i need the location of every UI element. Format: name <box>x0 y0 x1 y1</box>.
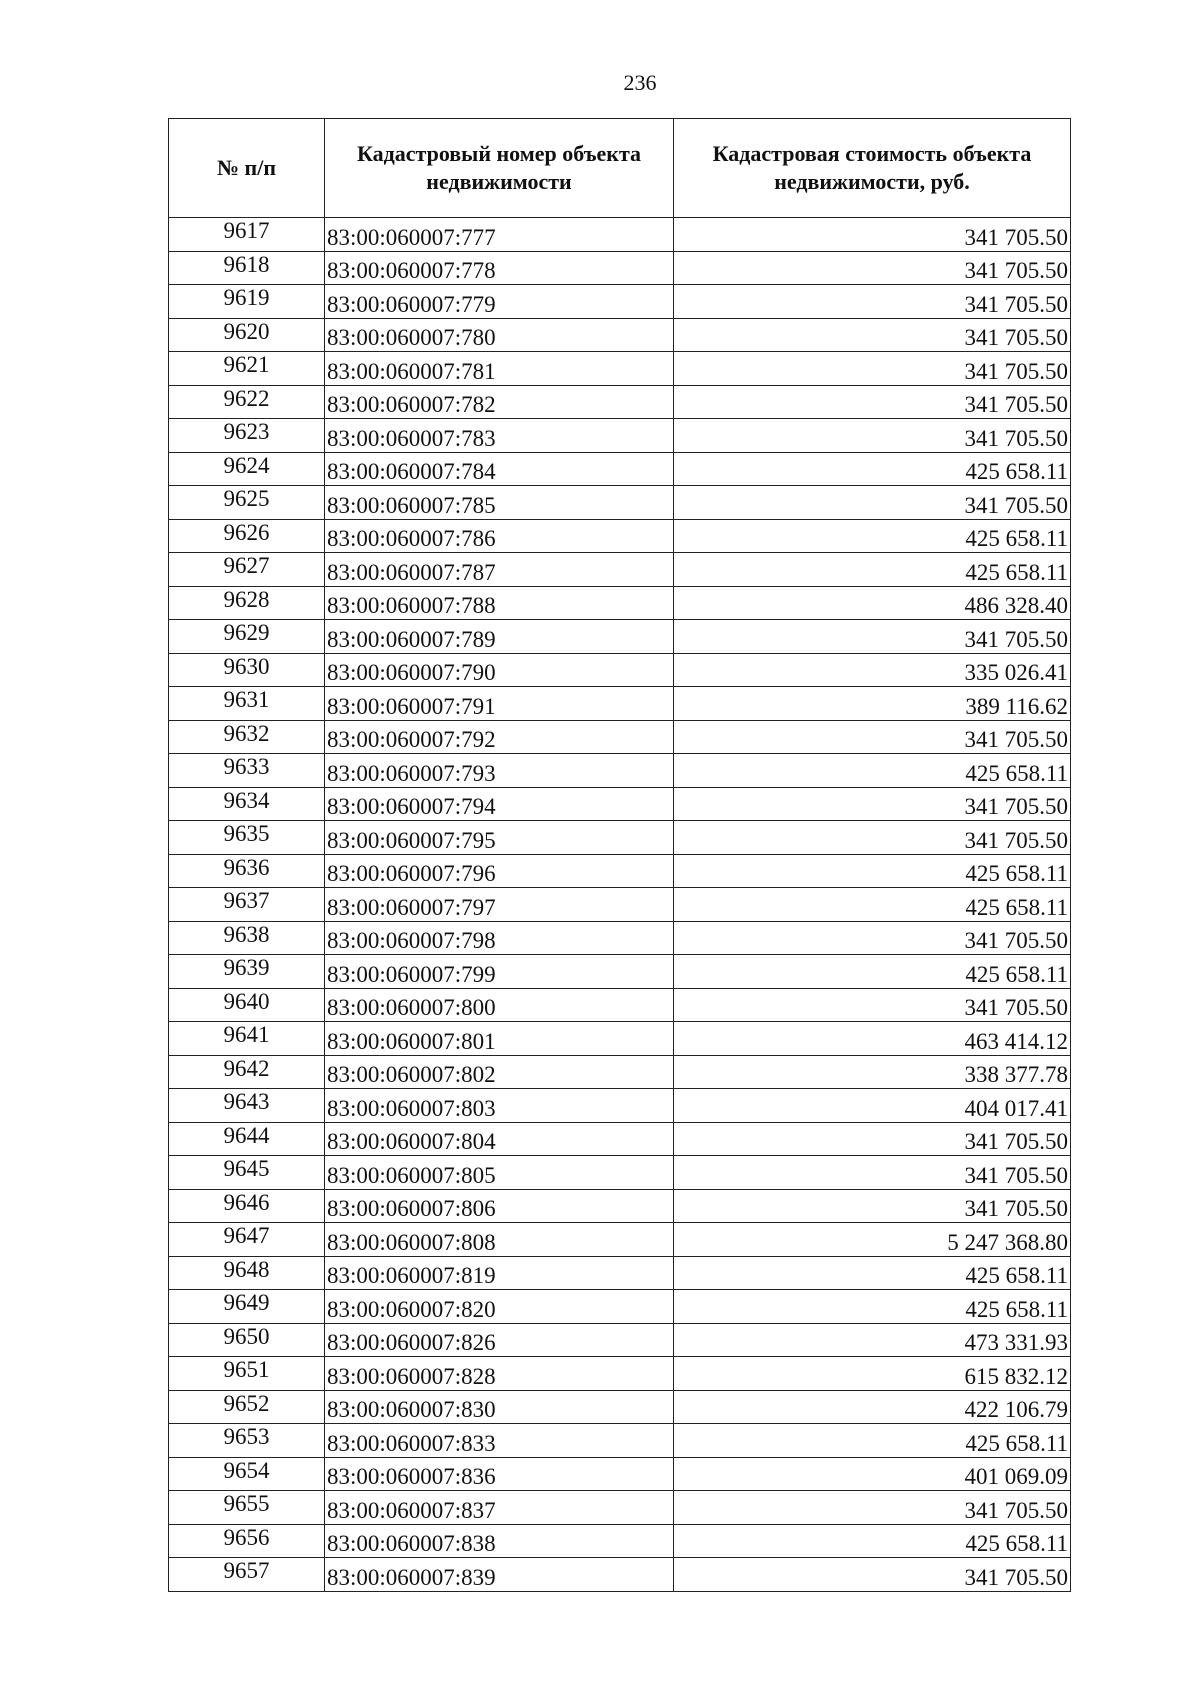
table-row <box>169 486 1071 520</box>
page-number: 236 <box>623 70 657 95</box>
cadastral-value-cell: 341 705.50 <box>674 318 1071 352</box>
cadastral-value-cell: 404 017.41 <box>674 1089 1071 1123</box>
table-row <box>169 1290 1071 1324</box>
cadastral-number-cell: 83:00:060007:804 <box>325 1122 674 1156</box>
cadastral-number-cell: 83:00:060007:792 <box>325 720 674 754</box>
table-row <box>169 1189 1071 1223</box>
cadastral-value-cell: 341 705.50 <box>674 218 1071 252</box>
table-row <box>169 285 1071 319</box>
cadastral-value-cell: 425 658.11 <box>674 452 1071 486</box>
table-row <box>169 1223 1071 1257</box>
cadastral-number-cell: 83:00:060007:828 <box>325 1357 674 1391</box>
table-row <box>169 519 1071 553</box>
cadastral-number-cell: 83:00:060007:803 <box>325 1089 674 1123</box>
cadastral-value-cell: 341 705.50 <box>674 620 1071 654</box>
cadastral-value-cell: 341 705.50 <box>674 352 1071 386</box>
cadastral-number-cell: 83:00:060007:782 <box>325 385 674 419</box>
cadastral-number-cell: 83:00:060007:781 <box>325 352 674 386</box>
row-number-cell: 9653 <box>169 1424 325 1458</box>
cadastral-value-cell: 463 414.12 <box>674 1022 1071 1056</box>
table-row <box>169 787 1071 821</box>
table-row <box>169 620 1071 654</box>
cadastral-value-cell: 341 705.50 <box>674 486 1071 520</box>
row-number-cell: 9646 <box>169 1189 325 1223</box>
cadastral-value-cell: 341 705.50 <box>674 251 1071 285</box>
cadastral-value-cell: 341 705.50 <box>674 1122 1071 1156</box>
cadastral-number-cell: 83:00:060007:808 <box>325 1223 674 1257</box>
row-number-cell: 9655 <box>169 1491 325 1525</box>
row-number-cell: 9629 <box>169 620 325 654</box>
row-number-cell: 9617 <box>169 218 325 252</box>
cadastral-value-cell: 341 705.50 <box>674 1558 1071 1592</box>
cadastral-number-cell: 83:00:060007:786 <box>325 519 674 553</box>
table-row <box>169 754 1071 788</box>
table-row <box>169 1524 1071 1558</box>
row-number-cell: 9647 <box>169 1223 325 1257</box>
table-row <box>169 1156 1071 1190</box>
row-number-cell: 9627 <box>169 553 325 587</box>
table-row <box>169 1357 1071 1391</box>
cadastral-value-cell: 425 658.11 <box>674 955 1071 989</box>
cadastral-number-cell: 83:00:060007:777 <box>325 218 674 252</box>
cadastral-value-cell: 341 705.50 <box>674 385 1071 419</box>
row-number-cell: 9635 <box>169 821 325 855</box>
cadastral-value-cell: 341 705.50 <box>674 419 1071 453</box>
cadastral-value-cell: 338 377.78 <box>674 1055 1071 1089</box>
table-row <box>169 921 1071 955</box>
row-number-cell: 9643 <box>169 1089 325 1123</box>
row-number-cell: 9654 <box>169 1457 325 1491</box>
cadastral-value-cell: 341 705.50 <box>674 988 1071 1022</box>
table-row <box>169 1390 1071 1424</box>
cadastral-number-cell: 83:00:060007:789 <box>325 620 674 654</box>
row-number-cell: 9622 <box>169 385 325 419</box>
table-header-row <box>169 119 1071 218</box>
table-row <box>169 888 1071 922</box>
table-row <box>169 419 1071 453</box>
cadastral-value-cell: 341 705.50 <box>674 921 1071 955</box>
cadastral-value-cell: 425 658.11 <box>674 1256 1071 1290</box>
row-number-cell: 9626 <box>169 519 325 553</box>
cadastral-number-cell: 83:00:060007:838 <box>325 1524 674 1558</box>
header-cadastral-value: Кадастровая стоимость объекта недвижимости, руб. <box>674 119 1071 218</box>
row-number-cell: 9650 <box>169 1323 325 1357</box>
row-number-cell: 9630 <box>169 653 325 687</box>
cadastral-number-cell: 83:00:060007:839 <box>325 1558 674 1592</box>
cadastral-number-cell: 83:00:060007:797 <box>325 888 674 922</box>
row-number-cell: 9652 <box>169 1390 325 1424</box>
row-number-cell: 9637 <box>169 888 325 922</box>
row-number-cell: 9634 <box>169 787 325 821</box>
cadastral-number-cell: 83:00:060007:798 <box>325 921 674 955</box>
row-number-cell: 9619 <box>169 285 325 319</box>
cadastral-value-cell: 425 658.11 <box>674 888 1071 922</box>
row-number-cell: 9621 <box>169 352 325 386</box>
cadastral-number-cell: 83:00:060007:799 <box>325 955 674 989</box>
cadastral-number-cell: 83:00:060007:796 <box>325 854 674 888</box>
cadastral-number-cell: 83:00:060007:820 <box>325 1290 674 1324</box>
cadastral-value-cell: 401 069.09 <box>674 1457 1071 1491</box>
cadastral-value-cell: 425 658.11 <box>674 1424 1071 1458</box>
table-row <box>169 1122 1071 1156</box>
cadastral-number-cell: 83:00:060007:783 <box>325 419 674 453</box>
table-row <box>169 352 1071 386</box>
table-row <box>169 1457 1071 1491</box>
cadastral-value-cell: 341 705.50 <box>674 285 1071 319</box>
cadastral-value-cell: 341 705.50 <box>674 821 1071 855</box>
table-row <box>169 854 1071 888</box>
cadastral-value-cell: 341 705.50 <box>674 720 1071 754</box>
cadastral-number-cell: 83:00:060007:784 <box>325 452 674 486</box>
row-number-cell: 9648 <box>169 1256 325 1290</box>
cadastral-number-cell: 83:00:060007:779 <box>325 285 674 319</box>
cadastral-number-cell: 83:00:060007:780 <box>325 318 674 352</box>
table-row <box>169 318 1071 352</box>
row-number-cell: 9633 <box>169 754 325 788</box>
row-number-cell: 9641 <box>169 1022 325 1056</box>
row-number-cell: 9644 <box>169 1122 325 1156</box>
row-number-cell: 9620 <box>169 318 325 352</box>
cadastral-value-cell: 473 331.93 <box>674 1323 1071 1357</box>
row-number-cell: 9631 <box>169 687 325 721</box>
table-row <box>169 586 1071 620</box>
cadastral-value-cell: 341 705.50 <box>674 1156 1071 1190</box>
cadastral-number-cell: 83:00:060007:806 <box>325 1189 674 1223</box>
cadastral-number-cell: 83:00:060007:833 <box>325 1424 674 1458</box>
row-number-cell: 9628 <box>169 586 325 620</box>
header-cadastral-number: Кадастровый номер объекта недвижимости <box>325 119 674 218</box>
cadastral-value-cell: 425 658.11 <box>674 519 1071 553</box>
row-number-cell: 9625 <box>169 486 325 520</box>
row-number-cell: 9656 <box>169 1524 325 1558</box>
cadastral-number-cell: 83:00:060007:795 <box>325 821 674 855</box>
cadastral-value-cell: 486 328.40 <box>674 586 1071 620</box>
cadastral-number-cell: 83:00:060007:787 <box>325 553 674 587</box>
table-row <box>169 1491 1071 1525</box>
cadastral-number-cell: 83:00:060007:800 <box>325 988 674 1022</box>
cadastral-value-cell: 341 705.50 <box>674 1189 1071 1223</box>
table-row <box>169 1256 1071 1290</box>
cadastral-value-cell: 341 705.50 <box>674 787 1071 821</box>
table-row <box>169 218 1071 252</box>
cadastral-number-cell: 83:00:060007:794 <box>325 787 674 821</box>
cadastral-value-cell: 615 832.12 <box>674 1357 1071 1391</box>
table-row <box>169 653 1071 687</box>
cadastral-value-cell: 422 106.79 <box>674 1390 1071 1424</box>
table-body <box>169 218 1071 1592</box>
cadastral-number-cell: 83:00:060007:802 <box>325 1055 674 1089</box>
cadastral-value-cell: 425 658.11 <box>674 553 1071 587</box>
cadastral-value-table <box>168 118 1071 1592</box>
cadastral-value-cell: 341 705.50 <box>674 1491 1071 1525</box>
cadastral-number-cell: 83:00:060007:819 <box>325 1256 674 1290</box>
cadastral-value-cell: 425 658.11 <box>674 754 1071 788</box>
table-row <box>169 1323 1071 1357</box>
header-num: № п/п <box>169 119 325 218</box>
row-number-cell: 9632 <box>169 720 325 754</box>
row-number-cell: 9657 <box>169 1558 325 1592</box>
cadastral-value-cell: 425 658.11 <box>674 1524 1071 1558</box>
cadastral-number-cell: 83:00:060007:805 <box>325 1156 674 1190</box>
cadastral-value-cell: 425 658.11 <box>674 1290 1071 1324</box>
cadastral-value-cell: 335 026.41 <box>674 653 1071 687</box>
cadastral-number-cell: 83:00:060007:836 <box>325 1457 674 1491</box>
cadastral-number-cell: 83:00:060007:778 <box>325 251 674 285</box>
table-row <box>169 1055 1071 1089</box>
row-number-cell: 9624 <box>169 452 325 486</box>
cadastral-number-cell: 83:00:060007:785 <box>325 486 674 520</box>
row-number-cell: 9649 <box>169 1290 325 1324</box>
table-row <box>169 1022 1071 1056</box>
table-row <box>169 452 1071 486</box>
row-number-cell: 9642 <box>169 1055 325 1089</box>
row-number-cell: 9618 <box>169 251 325 285</box>
cadastral-number-cell: 83:00:060007:830 <box>325 1390 674 1424</box>
cadastral-value-cell: 425 658.11 <box>674 854 1071 888</box>
table-row <box>169 251 1071 285</box>
table-row <box>169 385 1071 419</box>
table-row <box>169 553 1071 587</box>
row-number-cell: 9639 <box>169 955 325 989</box>
cadastral-value-cell: 389 116.62 <box>674 687 1071 721</box>
cadastral-number-cell: 83:00:060007:788 <box>325 586 674 620</box>
cadastral-number-cell: 83:00:060007:790 <box>325 653 674 687</box>
row-number-cell: 9651 <box>169 1357 325 1391</box>
table-row <box>169 720 1071 754</box>
cadastral-number-cell: 83:00:060007:793 <box>325 754 674 788</box>
table-row <box>169 1089 1071 1123</box>
row-number-cell: 9636 <box>169 854 325 888</box>
row-number-cell: 9640 <box>169 988 325 1022</box>
row-number-cell: 9623 <box>169 419 325 453</box>
cadastral-number-cell: 83:00:060007:826 <box>325 1323 674 1357</box>
cadastral-number-cell: 83:00:060007:837 <box>325 1491 674 1525</box>
table-row <box>169 988 1071 1022</box>
table-row <box>169 1424 1071 1458</box>
table-row <box>169 955 1071 989</box>
cadastral-number-cell: 83:00:060007:791 <box>325 687 674 721</box>
table-row <box>169 1558 1071 1592</box>
row-number-cell: 9638 <box>169 921 325 955</box>
table-row <box>169 687 1071 721</box>
cadastral-value-cell: 5 247 368.80 <box>674 1223 1071 1257</box>
row-number-cell: 9645 <box>169 1156 325 1190</box>
table-row <box>169 821 1071 855</box>
cadastral-number-cell: 83:00:060007:801 <box>325 1022 674 1056</box>
